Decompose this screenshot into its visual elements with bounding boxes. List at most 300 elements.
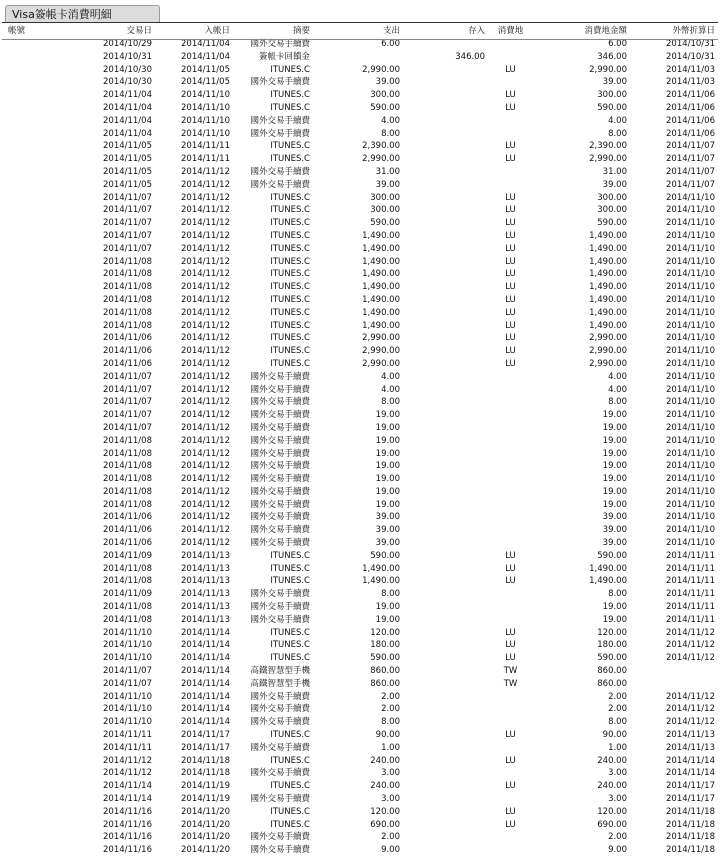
cell-credit	[403, 537, 488, 550]
cell-post-date: 2014/11/18	[181, 755, 230, 766]
cell-local-amount: 19.00	[602, 499, 627, 510]
header-credit: 存入	[467, 26, 485, 36]
cell-credit	[403, 575, 488, 588]
cell-post-date: 2014/11/14	[181, 627, 230, 638]
cell-account	[0, 844, 70, 857]
cell-post-date: 2014/11/10	[181, 115, 230, 126]
cell-txn-date: 2014/11/08	[103, 307, 152, 318]
cell-local-amount: 1,490.00	[589, 230, 627, 241]
cell-local-amount: 590.00	[597, 102, 627, 113]
cell-debit: 9.00	[381, 845, 400, 856]
cell-credit	[403, 806, 488, 819]
cell-credit	[403, 678, 488, 691]
cell-place: LU	[505, 256, 516, 267]
cell-debit: 120.00	[370, 806, 400, 817]
cell-debit: 1,490.00	[362, 307, 400, 318]
cell-place: LU	[505, 755, 516, 766]
cell-description: ITUNES.C	[270, 307, 310, 318]
cell-fx-date: 2014/11/17	[666, 781, 715, 792]
cell-account	[0, 64, 70, 77]
cell-fx-date: 2014/11/10	[666, 461, 715, 472]
table-row	[0, 332, 718, 345]
cell-txn-date: 2014/11/16	[103, 845, 152, 856]
cell-account	[0, 102, 70, 115]
cell-local-amount: 8.00	[608, 589, 627, 600]
table-row	[0, 716, 718, 729]
cell-txn-date: 2014/11/09	[103, 589, 152, 600]
cell-place	[488, 51, 536, 64]
cell-account	[0, 691, 70, 704]
cell-credit	[403, 371, 488, 384]
cell-account	[0, 627, 70, 640]
cell-description: 國外交易手續費	[250, 397, 310, 408]
cell-post-date: 2014/11/12	[181, 205, 230, 216]
cell-debit: 39.00	[375, 512, 400, 523]
table-row	[0, 204, 718, 217]
cell-txn-date: 2014/11/07	[103, 410, 152, 421]
cell-place	[488, 435, 536, 448]
cell-post-date: 2014/11/19	[181, 794, 230, 805]
cell-description: 國外交易手續費	[250, 371, 310, 382]
cell-debit: 8.00	[381, 717, 400, 728]
cell-account	[0, 76, 70, 89]
cell-account	[0, 460, 70, 473]
cell-fx-date: 2014/11/12	[666, 627, 715, 638]
cell-credit	[403, 153, 488, 166]
cell-credit	[403, 89, 488, 102]
cell-debit: 2,390.00	[362, 141, 400, 152]
cell-local-amount: 19.00	[602, 474, 627, 485]
cell-post-date: 2014/11/20	[181, 832, 230, 843]
cell-place: LU	[505, 102, 516, 113]
cell-fx-date: 2014/11/11	[666, 602, 715, 613]
cell-credit	[403, 256, 488, 269]
cell-local-amount: 300.00	[597, 90, 627, 101]
cell-place	[488, 448, 536, 461]
table-row	[0, 409, 718, 422]
cell-fx-date: 2014/11/10	[666, 499, 715, 510]
cell-post-date: 2014/11/12	[181, 166, 230, 177]
cell-description: ITUNES.C	[270, 627, 310, 638]
cell-post-date: 2014/11/12	[181, 397, 230, 408]
cell-credit	[403, 639, 488, 652]
cell-fx-date: 2014/11/07	[666, 141, 715, 152]
table-row	[0, 639, 718, 652]
cell-debit: 19.00	[375, 602, 400, 613]
cell-fx-date: 2014/11/10	[666, 205, 715, 216]
cell-account	[0, 486, 70, 499]
table-row	[0, 243, 718, 256]
cell-txn-date: 2014/11/07	[103, 371, 152, 382]
cell-credit	[403, 780, 488, 793]
cell-place: TW	[503, 678, 518, 689]
cell-description: 國外交易手續費	[250, 832, 310, 843]
cell-place: LU	[505, 141, 516, 152]
cell-credit	[403, 243, 488, 256]
header-description: 摘要	[292, 26, 310, 36]
cell-post-date: 2014/11/05	[181, 64, 230, 75]
cell-credit	[403, 550, 488, 563]
cell-description: 國外交易手續費	[250, 39, 310, 49]
cell-post-date: 2014/11/14	[181, 717, 230, 728]
cell-post-date: 2014/11/13	[181, 550, 230, 561]
cell-credit	[403, 601, 488, 614]
header-txn-date: 交易日	[126, 26, 152, 36]
cell-account	[0, 89, 70, 102]
cell-description: 簽帳卡回饋金	[258, 51, 310, 62]
cell-debit: 2.00	[381, 832, 400, 843]
cell-place: LU	[505, 653, 516, 664]
cell-account	[0, 793, 70, 806]
cell-credit	[403, 831, 488, 844]
cell-local-amount: 19.00	[602, 422, 627, 433]
cell-place: LU	[505, 627, 516, 638]
cell-debit: 8.00	[381, 128, 400, 139]
table-row	[0, 703, 718, 716]
table-row	[0, 371, 718, 384]
cell-credit	[403, 793, 488, 806]
cell-fx-date: 2014/11/06	[666, 90, 715, 101]
cell-account	[0, 217, 70, 230]
cell-place: LU	[505, 218, 516, 229]
cell-txn-date: 2014/11/07	[103, 218, 152, 229]
cell-credit	[403, 665, 488, 678]
cell-description: 國外交易手續費	[250, 166, 310, 177]
cell-post-date: 2014/11/10	[181, 102, 230, 113]
cell-txn-date: 2014/11/05	[103, 141, 152, 152]
table-row	[0, 844, 718, 857]
cell-debit: 4.00	[381, 384, 400, 395]
cell-description: ITUNES.C	[270, 755, 310, 766]
cell-post-date: 2014/11/14	[181, 653, 230, 664]
cell-place: LU	[505, 320, 516, 331]
page-title: Visa簽帳卡消費明細	[5, 5, 160, 22]
cell-credit: 346.00	[455, 51, 485, 62]
cell-fx-date: 2014/11/06	[666, 128, 715, 139]
cell-place: LU	[505, 550, 516, 561]
cell-account	[0, 524, 70, 537]
cell-description: ITUNES.C	[270, 205, 310, 216]
cell-credit	[403, 844, 488, 857]
cell-local-amount: 1,490.00	[589, 320, 627, 331]
cell-txn-date: 2014/11/07	[103, 384, 152, 395]
cell-fx-date: 2014/11/07	[666, 166, 715, 177]
cell-fx-date: 2014/11/13	[666, 742, 715, 753]
cell-debit: 19.00	[375, 614, 400, 625]
cell-account	[0, 307, 70, 320]
cell-description: 國外交易手續費	[250, 742, 310, 753]
cell-debit: 2,990.00	[362, 333, 400, 344]
cell-local-amount: 3.00	[608, 768, 627, 779]
cell-credit	[403, 486, 488, 499]
cell-fx-date: 2014/11/12	[666, 691, 715, 702]
cell-txn-date: 2014/11/08	[103, 294, 152, 305]
cell-local-amount: 2,990.00	[589, 64, 627, 75]
table-row	[0, 550, 718, 563]
cell-place: LU	[505, 282, 516, 293]
cell-post-date: 2014/11/12	[181, 525, 230, 536]
transaction-table	[0, 24, 718, 857]
cell-txn-date: 2014/11/10	[103, 627, 152, 638]
header-fx-date: 外幣折算日	[672, 26, 715, 36]
cell-debit: 1,490.00	[362, 320, 400, 331]
cell-post-date: 2014/11/12	[181, 422, 230, 433]
cell-txn-date: 2014/11/14	[103, 794, 152, 805]
cell-debit: 19.00	[375, 499, 400, 510]
cell-credit	[403, 729, 488, 742]
cell-debit: 19.00	[375, 410, 400, 421]
cell-debit: 39.00	[375, 77, 400, 88]
cell-credit	[403, 358, 488, 371]
table-row	[0, 755, 718, 768]
cell-place	[488, 371, 536, 384]
cell-place: LU	[505, 730, 516, 741]
table-row	[0, 524, 718, 537]
cell-local-amount: 860.00	[597, 666, 627, 677]
cell-post-date: 2014/11/17	[181, 742, 230, 753]
cell-description: 國外交易手續費	[250, 691, 310, 702]
table-row	[0, 166, 718, 179]
cell-debit: 1,490.00	[362, 294, 400, 305]
cell-place	[488, 473, 536, 486]
cell-local-amount: 1,490.00	[589, 563, 627, 574]
table-row	[0, 268, 718, 281]
cell-post-date: 2014/11/12	[181, 410, 230, 421]
cell-credit	[403, 332, 488, 345]
cell-account	[0, 268, 70, 281]
cell-place	[488, 396, 536, 409]
cell-post-date: 2014/11/20	[181, 819, 230, 830]
cell-fx-date: 2014/11/10	[666, 218, 715, 229]
table-header-row	[0, 24, 718, 38]
cell-description: ITUNES.C	[270, 141, 310, 152]
table-row	[0, 217, 718, 230]
cell-account	[0, 435, 70, 448]
cell-local-amount: 19.00	[602, 448, 627, 459]
cell-local-amount: 6.00	[608, 39, 627, 49]
cell-credit	[403, 294, 488, 307]
cell-post-date: 2014/11/13	[181, 602, 230, 613]
cell-account	[0, 614, 70, 627]
cell-txn-date: 2014/11/08	[103, 563, 152, 574]
cell-post-date: 2014/11/12	[181, 346, 230, 357]
cell-description: ITUNES.C	[270, 320, 310, 331]
table-row	[0, 627, 718, 640]
cell-account	[0, 537, 70, 550]
cell-txn-date: 2014/11/10	[103, 704, 152, 715]
cell-post-date: 2014/11/12	[181, 461, 230, 472]
cell-account	[0, 665, 70, 678]
cell-account	[0, 51, 70, 64]
cell-local-amount: 240.00	[597, 781, 627, 792]
cell-local-amount: 1,490.00	[589, 307, 627, 318]
cell-fx-date: 2014/11/18	[666, 819, 715, 830]
cell-description: 國外交易手續費	[250, 602, 310, 613]
cell-place: LU	[505, 576, 516, 587]
cell-txn-date: 2014/11/06	[103, 525, 152, 536]
cell-account	[0, 422, 70, 435]
cell-local-amount: 8.00	[608, 397, 627, 408]
cell-local-amount: 19.00	[602, 602, 627, 613]
cell-credit	[403, 115, 488, 128]
table-row	[0, 780, 718, 793]
cell-txn-date: 2014/11/08	[103, 435, 152, 446]
table-row	[0, 511, 718, 524]
cell-description: ITUNES.C	[270, 218, 310, 229]
cell-description: 國外交易手續費	[250, 486, 310, 497]
cell-place	[488, 716, 536, 729]
cell-fx-date: 2014/11/10	[666, 538, 715, 549]
cell-description: ITUNES.C	[270, 282, 310, 293]
cell-post-date: 2014/11/20	[181, 806, 230, 817]
cell-txn-date: 2014/10/30	[103, 77, 152, 88]
cell-post-date: 2014/11/12	[181, 384, 230, 395]
cell-account	[0, 550, 70, 563]
cell-debit: 2.00	[381, 691, 400, 702]
cell-debit: 8.00	[381, 397, 400, 408]
cell-txn-date: 2014/11/10	[103, 691, 152, 702]
table-row	[0, 601, 718, 614]
cell-txn-date: 2014/11/12	[103, 755, 152, 766]
cell-local-amount: 240.00	[597, 755, 627, 766]
cell-post-date: 2014/11/13	[181, 563, 230, 574]
cell-post-date: 2014/11/12	[181, 358, 230, 369]
cell-place	[488, 844, 536, 857]
cell-debit: 120.00	[370, 627, 400, 638]
cell-credit	[403, 268, 488, 281]
cell-place	[488, 742, 536, 755]
cell-txn-date: 2014/11/12	[103, 768, 152, 779]
cell-post-date: 2014/11/12	[181, 486, 230, 497]
cell-credit	[403, 448, 488, 461]
header-account: 帳號	[8, 26, 26, 36]
cell-txn-date: 2014/11/07	[103, 205, 152, 216]
cell-txn-date: 2014/11/07	[103, 243, 152, 254]
cell-debit: 590.00	[370, 102, 400, 113]
cell-local-amount: 39.00	[602, 512, 627, 523]
cell-debit: 2,990.00	[362, 358, 400, 369]
cell-fx-date: 2014/11/10	[666, 320, 715, 331]
cell-description: 國外交易手續費	[250, 474, 310, 485]
table-row	[0, 819, 718, 832]
cell-txn-date: 2014/11/08	[103, 602, 152, 613]
table-row	[0, 563, 718, 576]
cell-fx-date: 2014/11/14	[666, 768, 715, 779]
cell-fx-date: 2014/11/10	[666, 307, 715, 318]
cell-txn-date: 2014/11/16	[103, 806, 152, 817]
cell-description: ITUNES.C	[270, 243, 310, 254]
cell-fx-date: 2014/11/10	[666, 486, 715, 497]
cell-post-date: 2014/11/12	[181, 218, 230, 229]
table-row	[0, 140, 718, 153]
header-debit: 支出	[382, 26, 400, 36]
cell-txn-date: 2014/11/04	[103, 90, 152, 101]
cell-local-amount: 300.00	[597, 205, 627, 216]
cell-fx-date: 2014/11/10	[666, 422, 715, 433]
cell-description: ITUNES.C	[270, 294, 310, 305]
table-row	[0, 588, 718, 601]
cell-credit	[403, 422, 488, 435]
cell-debit: 590.00	[370, 218, 400, 229]
table-body	[0, 38, 718, 857]
cell-place: LU	[505, 205, 516, 216]
cell-description: ITUNES.C	[270, 563, 310, 574]
cell-fx-date: 2014/11/13	[666, 730, 715, 741]
cell-txn-date: 2014/11/10	[103, 653, 152, 664]
table-row	[0, 831, 718, 844]
cell-debit: 19.00	[375, 486, 400, 497]
cell-local-amount: 39.00	[602, 77, 627, 88]
table-row	[0, 345, 718, 358]
cell-local-amount: 3.00	[608, 794, 627, 805]
cell-post-date: 2014/11/14	[181, 678, 230, 689]
cell-txn-date: 2014/11/14	[103, 781, 152, 792]
cell-local-amount: 4.00	[608, 371, 627, 382]
table-row	[0, 179, 718, 192]
cell-local-amount: 860.00	[597, 678, 627, 689]
cell-account	[0, 780, 70, 793]
cell-place: LU	[505, 230, 516, 241]
header-post-date: 入帳日	[204, 26, 230, 36]
cell-debit: 2,990.00	[362, 154, 400, 165]
cell-fx-date: 2014/11/06	[666, 102, 715, 113]
cell-fx-date: 2014/11/10	[666, 269, 715, 280]
table-row	[0, 665, 718, 678]
cell-fx-date: 2014/11/18	[666, 806, 715, 817]
cell-debit: 19.00	[375, 474, 400, 485]
cell-place: LU	[505, 243, 516, 254]
cell-post-date: 2014/11/04	[181, 51, 230, 62]
cell-description: 國外交易手續費	[250, 538, 310, 549]
cell-account	[0, 332, 70, 345]
cell-account	[0, 703, 70, 716]
table-row	[0, 652, 718, 665]
cell-debit: 3.00	[381, 768, 400, 779]
cell-description: ITUNES.C	[270, 653, 310, 664]
cell-credit	[403, 128, 488, 141]
cell-local-amount: 39.00	[602, 525, 627, 536]
cell-place: LU	[505, 781, 516, 792]
cell-local-amount: 39.00	[602, 538, 627, 549]
cell-post-date: 2014/11/12	[181, 243, 230, 254]
cell-post-date: 2014/11/13	[181, 589, 230, 600]
table-row	[0, 460, 718, 473]
cell-credit	[403, 384, 488, 397]
cell-debit: 590.00	[370, 653, 400, 664]
cell-place: LU	[505, 64, 516, 75]
table-row	[0, 678, 718, 691]
cell-credit	[403, 345, 488, 358]
cell-credit	[403, 166, 488, 179]
table-row	[0, 320, 718, 333]
cell-local-amount: 8.00	[608, 128, 627, 139]
cell-debit: 300.00	[370, 205, 400, 216]
cell-debit: 3.00	[381, 794, 400, 805]
cell-post-date: 2014/11/12	[181, 256, 230, 267]
cell-description: 國外交易手續費	[250, 512, 310, 523]
cell-txn-date: 2014/11/05	[103, 166, 152, 177]
cell-description: 國外交易手續費	[250, 794, 310, 805]
cell-txn-date: 2014/11/08	[103, 499, 152, 510]
cell-account	[0, 396, 70, 409]
cell-post-date: 2014/11/12	[181, 435, 230, 446]
cell-txn-date: 2014/11/06	[103, 346, 152, 357]
cell-fx-date	[630, 678, 718, 691]
table-row	[0, 76, 718, 89]
cell-credit	[403, 767, 488, 780]
cell-place	[488, 115, 536, 128]
cell-post-date: 2014/11/13	[181, 614, 230, 625]
